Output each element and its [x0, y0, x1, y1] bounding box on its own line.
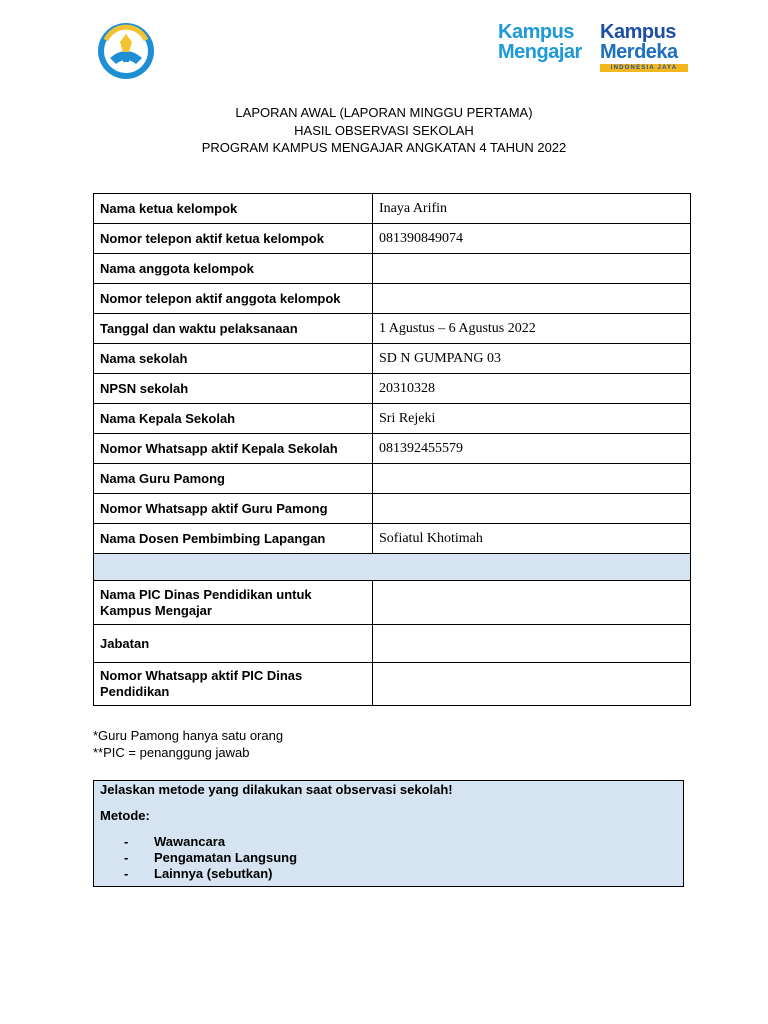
row-label: Nomor Whatsapp aktif Kepala Sekolah: [94, 434, 373, 464]
row-value: [373, 581, 691, 625]
kampus-merdeka-logo-line1: Kampus: [600, 21, 676, 43]
row-label: Nomor telepon aktif anggota kelompok: [94, 284, 373, 314]
section-divider-row: [94, 554, 691, 581]
row-value: Inaya Arifin: [373, 194, 691, 224]
footnote-pic: **PIC = penanggung jawab: [93, 745, 250, 760]
row-label: Nomor Whatsapp aktif Guru Pamong: [94, 494, 373, 524]
document-title: [0, 104, 768, 157]
row-label: Jabatan: [94, 625, 373, 663]
row-label: Nomor Whatsapp aktif PIC Dinas Pendidikan: [94, 663, 373, 706]
row-value: [373, 254, 691, 284]
table-row: [94, 314, 691, 344]
row-value: 081392455579: [373, 434, 691, 464]
row-label: Nama PIC Dinas Pendidikan untuk Kampus Mengajar: [94, 581, 373, 625]
row-label: NPSN sekolah: [94, 374, 373, 404]
bullet-dash: -: [124, 834, 129, 849]
bullet-dash: -: [124, 866, 129, 881]
table-row: [94, 663, 691, 706]
row-label: Nama anggota kelompok: [94, 254, 373, 284]
list-item: [100, 866, 677, 882]
table-row: [94, 254, 691, 284]
method-item-label: Pengamatan Langsung: [154, 850, 298, 865]
row-value: 1 Agustus – 6 Agustus 2022: [373, 314, 691, 344]
row-value: 081390849074: [373, 224, 691, 254]
row-value: [373, 464, 691, 494]
table-row: [94, 344, 691, 374]
observation-form-table: [93, 193, 691, 706]
table-row: [94, 194, 691, 224]
row-label: Nama Guru Pamong: [94, 464, 373, 494]
row-value: [373, 663, 691, 706]
method-question: Jelaskan metode yang dilakukan saat observasi sekolah!: [100, 782, 453, 797]
row-value: 20310328: [373, 374, 691, 404]
footnote-guru-pamong: *Guru Pamong hanya satu orang: [93, 728, 284, 743]
row-label: Nama ketua kelompok: [94, 194, 373, 224]
method-label: Metode:: [100, 808, 150, 823]
table-row: [94, 581, 691, 625]
title-line-2: HASIL OBSERVASI SEKOLAH: [294, 122, 474, 138]
kampus-merdeka-logo-line2: Merdeka: [600, 41, 678, 63]
row-label: Nomor telepon aktif ketua kelompok: [94, 224, 373, 254]
table-row: [94, 284, 691, 314]
method-item-label: Lainnya (sebutkan): [154, 866, 273, 881]
kampus-merdeka-tagline: INDONESIA JAYA: [600, 64, 688, 72]
method-item-label: Wawancara: [154, 834, 226, 849]
kampus-mengajar-logo-line2: Mengajar: [498, 41, 582, 63]
row-value: [373, 284, 691, 314]
table-row: [94, 494, 691, 524]
kampus-mengajar-logo: [498, 22, 598, 66]
kampus-merdeka-logo: [600, 22, 696, 70]
row-value: [373, 494, 691, 524]
kemdikbud-logo-icon: [96, 22, 156, 80]
kampus-mengajar-logo-line1: Kampus: [498, 21, 574, 43]
footnotes: [93, 727, 283, 761]
method-box: [93, 780, 684, 887]
row-label: Nama sekolah: [94, 344, 373, 374]
table-row: [94, 625, 691, 663]
table-row: [94, 224, 691, 254]
table-row: [94, 404, 691, 434]
row-label: Tanggal dan waktu pelaksanaan: [94, 314, 373, 344]
row-value: Sri Rejeki: [373, 404, 691, 434]
title-line-3: PROGRAM KAMPUS MENGAJAR ANGKATAN 4 TAHUN 2022: [201, 140, 567, 155]
method-list: [100, 834, 677, 882]
table-row: [94, 464, 691, 494]
row-value: SD N GUMPANG 03: [373, 344, 691, 374]
row-label: Nama Kepala Sekolah: [94, 404, 373, 434]
bullet-dash: -: [124, 850, 129, 865]
section-divider-cell: [94, 554, 691, 581]
table-row: [94, 524, 691, 554]
row-value: [373, 625, 691, 663]
row-value: Sofiatul Khotimah: [373, 524, 691, 554]
row-label: Nama Dosen Pembimbing Lapangan: [94, 524, 373, 554]
list-item: [100, 850, 677, 866]
table-row: [94, 374, 691, 404]
title-line-1: LAPORAN AWAL (LAPORAN MINGGU PERTAMA): [235, 105, 533, 120]
list-item: [100, 834, 677, 850]
table-row: [94, 434, 691, 464]
